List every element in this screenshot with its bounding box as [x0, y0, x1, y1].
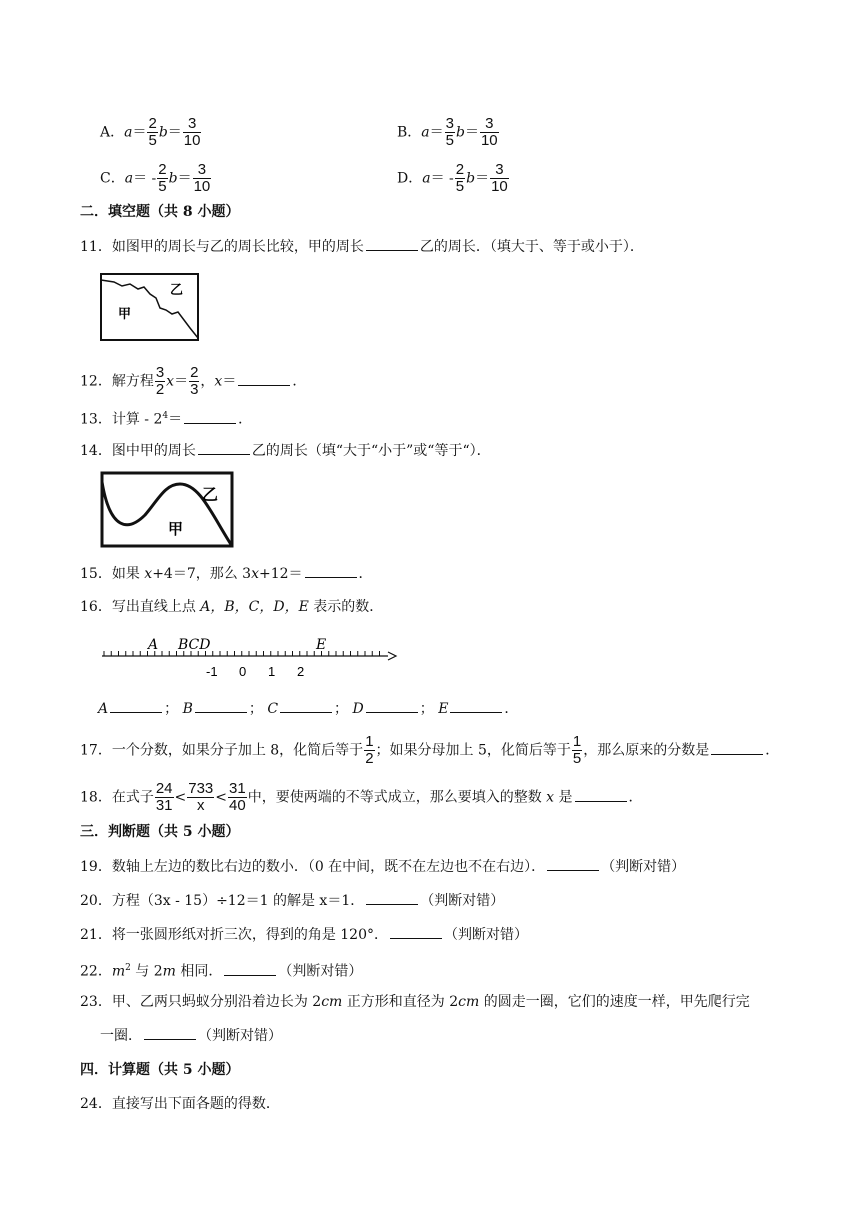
answer-blank[interactable]	[547, 856, 599, 871]
fraction: $\frac{3}{5}$	[445, 115, 454, 149]
fraction: $\frac{3}{10}$	[491, 161, 508, 195]
answer-blank[interactable]	[575, 787, 627, 802]
option-d: D．a＝ - $\frac{2}{5}$ b＝ $\frac{3}{10}$	[397, 161, 508, 195]
answer-blank[interactable]	[366, 236, 418, 251]
label-jia: 甲	[118, 307, 132, 322]
label-yi: 乙	[170, 283, 184, 298]
answer-blank[interactable]	[711, 740, 763, 755]
point-label-e: E	[316, 637, 327, 653]
answer-blank[interactable]	[110, 698, 162, 713]
answer-blank[interactable]	[238, 371, 290, 386]
fraction: $\frac{1}{5}$	[572, 733, 582, 767]
answer-blank[interactable]	[198, 440, 250, 455]
number-line	[98, 630, 398, 682]
section-heading: 四．计算题（共 5 小题）	[80, 1062, 240, 1078]
figure-jia-yi-curve	[100, 470, 236, 550]
fraction: $\frac{2}{5}$	[158, 161, 167, 195]
fraction: $\frac{733}{x}$	[188, 780, 214, 814]
fraction: $\frac{3}{10}$	[193, 161, 211, 195]
question-23: 23．甲、乙两只蚂蚁分别沿着边长为 2cm 正方形和直径为 2cm 的圆走一圈，它们的速度一样，甲先爬行完	[80, 994, 750, 1010]
question-20: 20．方程（3x - 15）÷12＝1 的解是 x＝1． （判断对错）	[80, 890, 504, 911]
option-c: C．a＝ - $\frac{2}{5}$ b＝ $\frac{3}{10}$	[100, 161, 211, 195]
section-heading: 三．判断题（共 5 小题）	[80, 824, 240, 840]
tick-label: -1	[206, 664, 218, 679]
answer-blank[interactable]	[184, 409, 236, 424]
question-12: 12．解方程 $\frac{3}{2}$ x＝ $\frac{2}{3}$ ，x＝ ．	[80, 364, 307, 398]
question-21: 21．将一张圆形纸对折三次，得到的角是 120°． （判断对错）	[80, 924, 528, 945]
tick-label: 0	[239, 664, 247, 679]
fraction: $\frac{2}{5}$	[148, 115, 157, 149]
answer-blank[interactable]	[195, 698, 247, 713]
answer-blank[interactable]	[305, 563, 357, 578]
section-heading: 二．填空题（共 8 小题）	[80, 204, 240, 220]
fraction: $\frac{3}{10}$	[480, 115, 498, 149]
label-jia: 甲	[168, 520, 184, 538]
question-16: 16．写出直线上点 A，B，C，D，E 表示的数．	[80, 599, 384, 615]
option-a: A．a＝ $\frac{2}{5}$ b＝ $\frac{3}{10}$	[100, 115, 201, 149]
point-label-a: A	[148, 637, 159, 653]
answer-blank[interactable]	[280, 698, 332, 713]
question-15: 15．如果 x+4＝7，那么 3x+12＝ ．	[80, 563, 373, 584]
fraction: $\frac{3}{2}$	[155, 364, 165, 398]
question-17: 17．一个分数，如果分子加上 8，化简后等于 $\frac{1}{2}$ ；如果分母加上 5，化简后等于 $\frac{1}{5}$ ，那么原来的分数是 ．	[80, 733, 780, 767]
answer-blank[interactable]	[366, 698, 418, 713]
tick-label: 2	[297, 664, 305, 679]
answer-blank[interactable]	[450, 698, 502, 713]
fraction: $\frac{24}{31}$	[155, 780, 173, 814]
answer-blank[interactable]	[224, 961, 276, 976]
question-11: 11．如图甲的周长与乙的周长比较，甲的周长 乙的周长．（填大于、等于或小于）．	[80, 236, 644, 257]
question-22: 22．$m^2$ 与 2m 相同． （判断对错）	[80, 958, 362, 982]
question-16-answers: A ； B ； C ； D ； E ．	[98, 698, 518, 719]
label-yi: 乙	[202, 485, 219, 504]
point-label-bcd: BCD	[178, 637, 211, 653]
question-24: 24．直接写出下面各题的得数．	[80, 1096, 280, 1112]
figure-jia-yi-rect	[100, 272, 200, 344]
answer-blank[interactable]	[366, 890, 418, 905]
question-18: 18．在式子 $\frac{24}{31}$ < $\frac{733}{x}$ < $\frac{31}{40}$ 中，要使两端的不等式成立，那么要填入的整数 x 是 ．	[80, 780, 643, 814]
question-13: 13．计算 - $2^4=$ ．	[80, 406, 252, 430]
question-19: 19．数轴上左边的数比右边的数小．（0 在中间，既不在左边也不在右边）． （判断对错）	[80, 856, 685, 877]
fraction: $\frac{1}{2}$	[365, 733, 374, 767]
fraction: $\frac{2}{3}$	[190, 364, 199, 398]
question-14: 14．图中甲的周长 乙的周长（填“大于“小于”或“等于“）．	[80, 440, 491, 461]
question-23-cont: 一圈． （判断对错）	[100, 1025, 282, 1046]
fraction: $\frac{31}{40}$	[229, 780, 246, 814]
option-b: B．a＝ $\frac{3}{5}$ b＝ $\frac{3}{10}$	[397, 115, 498, 149]
answer-blank[interactable]	[390, 924, 442, 939]
fraction: $\frac{3}{10}$	[183, 115, 201, 149]
answer-blank[interactable]	[144, 1025, 196, 1040]
tick-label: 1	[268, 664, 276, 679]
fraction: $\frac{2}{5}$	[455, 161, 465, 195]
